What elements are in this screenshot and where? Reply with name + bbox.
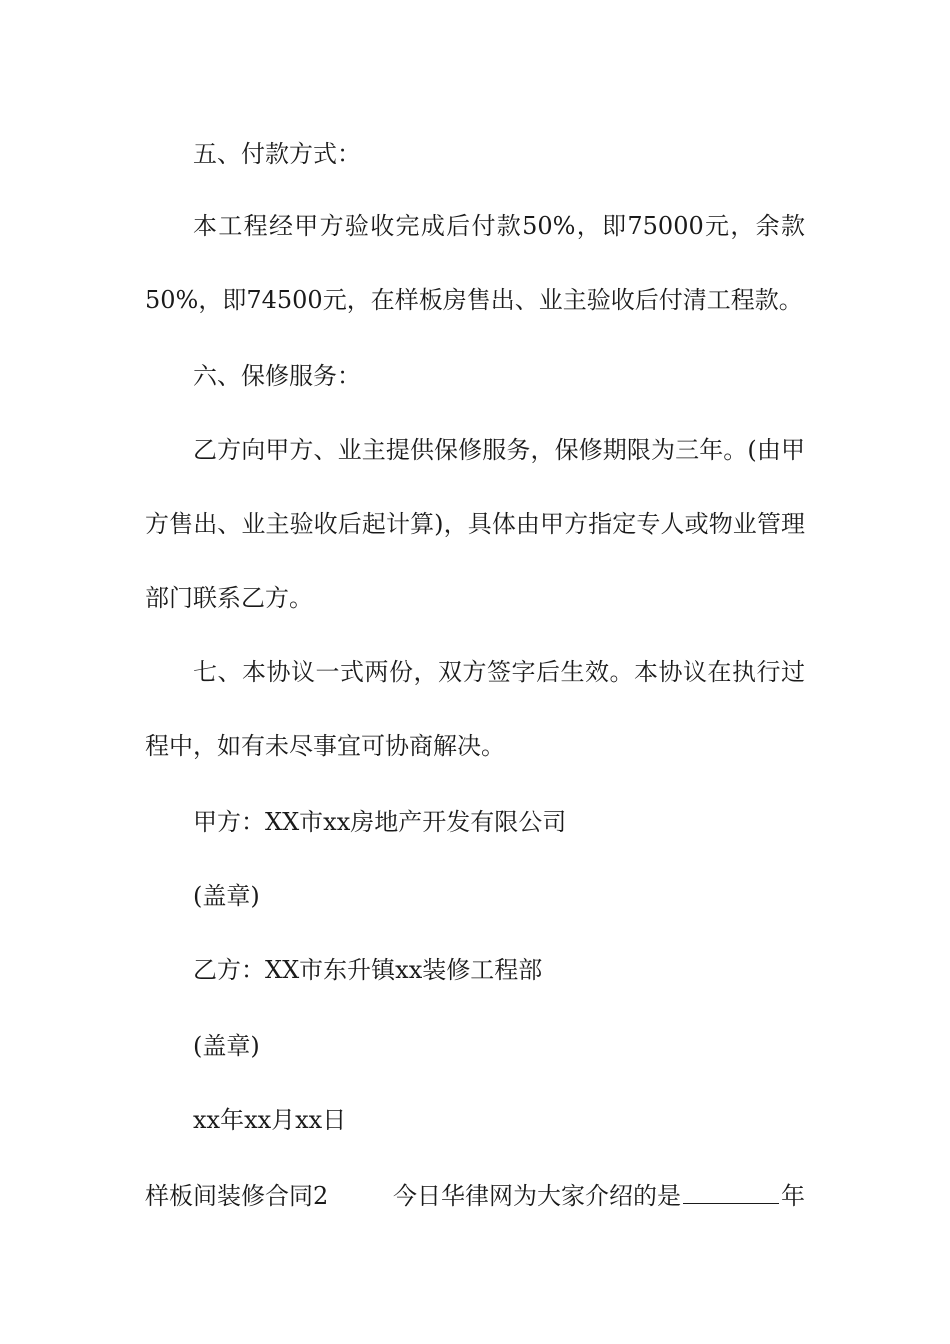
section-5-body-line-1: 本工程经甲方验收完成后付款50%，即75000元，余款 <box>193 212 805 240</box>
fill-blank-year <box>683 1181 779 1204</box>
party-a-line: 甲方：XX市xx房地产开发有限公司 <box>193 808 567 836</box>
section-7-line-1: 七、本协议一式两份，双方签字后生效。本协议在执行过 <box>193 658 805 686</box>
section-5-heading: 五、付款方式： <box>193 140 361 168</box>
party-a-seal: (盖章) <box>193 882 260 910</box>
next-contract-intro-suffix: 年 <box>781 1182 805 1210</box>
signing-date: xx年xx月xx日 <box>193 1106 347 1134</box>
section-6-heading: 六、保修服务： <box>193 362 361 390</box>
section-5-body-line-2: 50%，即74500元，在样板房售出、业主验收后付清工程款。 <box>145 286 803 314</box>
party-b-line: 乙方：XX市东升镇xx装修工程部 <box>193 956 543 984</box>
next-contract-intro-wrap <box>393 1180 805 1212</box>
section-6-body-line-1: 乙方向甲方、业主提供保修服务，保修期限为三年。(由甲 <box>193 436 805 464</box>
section-6-body-line-2: 方售出、业主验收后起计算)，具体由甲方指定专人或物业管理 <box>145 510 805 538</box>
next-contract-intro: 今日华律网为大家介绍的是 <box>393 1182 681 1210</box>
section-7-line-2: 程中，如有未尽事宜可协商解决。 <box>145 732 505 760</box>
section-6-body-line-3: 部门联系乙方。 <box>145 584 313 612</box>
party-b-seal: (盖章) <box>193 1032 260 1060</box>
next-contract-title: 样板间装修合同2 <box>145 1182 329 1210</box>
next-contract-line <box>145 1180 805 1212</box>
